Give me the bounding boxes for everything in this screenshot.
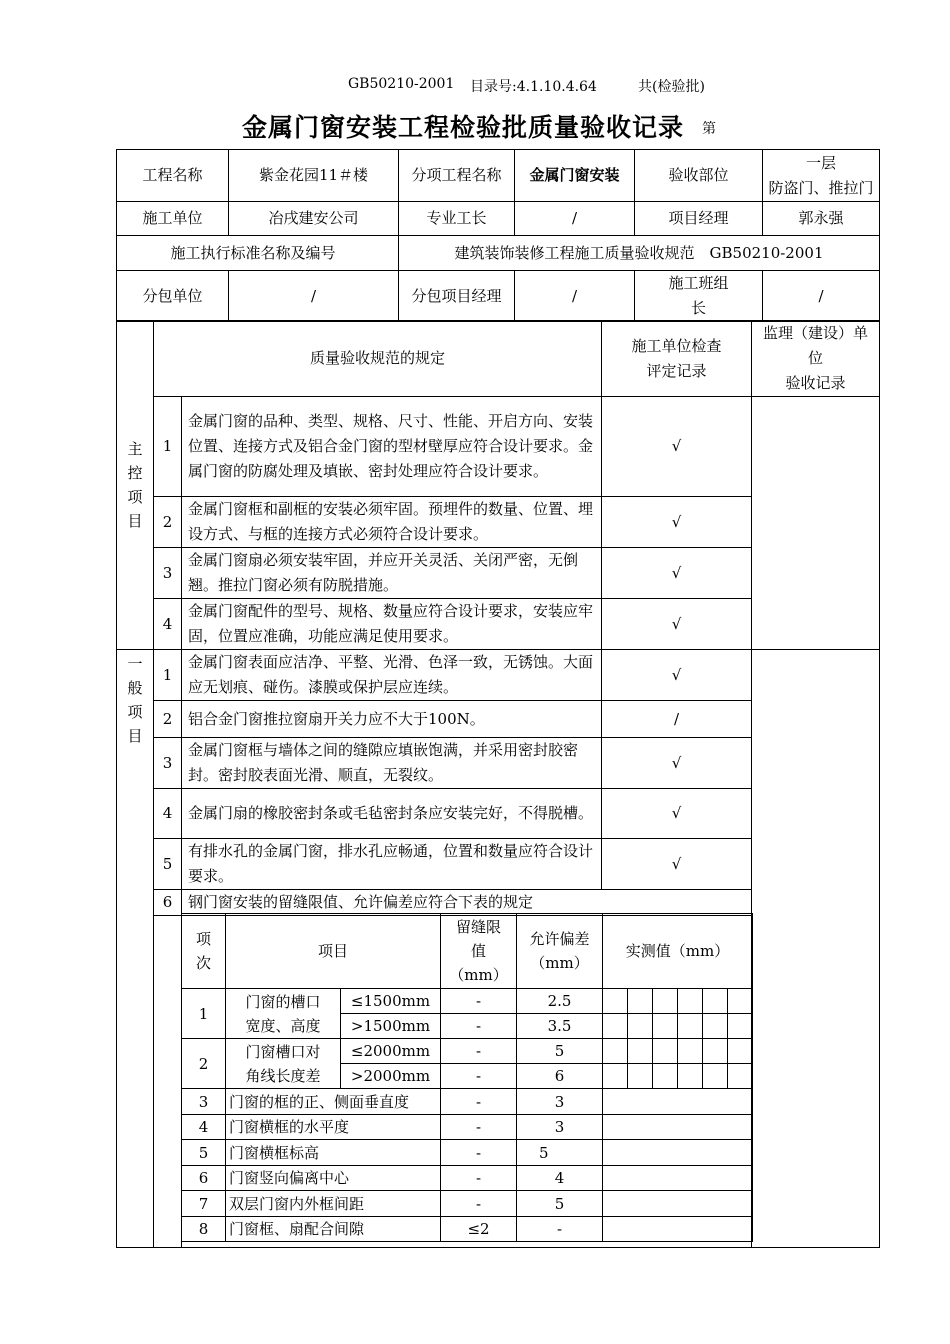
row-deviation: 5 [517, 1191, 603, 1217]
info-table [116, 149, 880, 322]
inspect-part-line1: 一层 [805, 153, 836, 172]
main-item-no: 1 [154, 397, 182, 497]
sub-unit-label: 分包单位 [117, 271, 229, 322]
sub-project-label: 分项工程名称 [399, 150, 515, 202]
main-item-text: 金属门窗配件的型号、规格、数量应符合设计要求，安装应牢固，位置应准确，功能应满足使用要求。 [182, 599, 602, 650]
general-item-no: 3 [154, 738, 182, 789]
row-deviation: 3.5 [517, 1014, 603, 1039]
row-deviation: 3 [517, 1089, 603, 1115]
row-item: 门窗槽口对 角线长度差 [226, 1039, 341, 1089]
row-no: 2 [182, 1039, 226, 1089]
general-item-text: 有排水孔的金属门窗，排水孔应畅通，位置和数量应符合设计要求。 [182, 839, 602, 890]
general-item-no: 5 [154, 839, 182, 890]
row-item: 门窗横框的水平度 [226, 1115, 441, 1140]
standard-code: GB50210-2001 [348, 76, 455, 92]
general-item-check: √ [602, 650, 752, 701]
foreman-value: / [515, 202, 635, 236]
main-item-text: 金属门窗框和副框的安装必须牢固。预埋件的数量、位置、埋设方式、与框的连接方式必须符合设计要求。 [182, 497, 602, 548]
general-items-label: 一 般 项 目 [117, 650, 154, 1248]
general-item-no: 1 [154, 650, 182, 701]
row-gap: - [441, 1089, 517, 1115]
row-gap: - [441, 1191, 517, 1217]
row-gap: - [441, 1115, 517, 1140]
general-item-text: 金属门扇的橡胶密封条或毛毡密封条应安装完好，不得脱槽。 [182, 789, 602, 839]
col-item: 项目 [226, 914, 441, 989]
standard-label: 施工执行标准名称及编号 [117, 236, 399, 271]
general-item-no: 4 [154, 789, 182, 839]
batch-total: 共(检验批) [638, 79, 705, 95]
main-control-label: 主 控 项 目 [117, 321, 154, 650]
col-gap-limit: 留缝限 值 （mm） [441, 914, 517, 989]
sub-unit-value: / [229, 271, 399, 322]
foreman-label: 专业工长 [399, 202, 515, 236]
sub-pm-label: 分包项目经理 [399, 271, 515, 322]
row-item: 门窗横框标高 [226, 1140, 441, 1166]
row-condition: ≤1500mm [341, 989, 441, 1014]
team-leader-label-1: 施工班组 [668, 274, 729, 292]
general-item-check: √ [602, 839, 752, 890]
construction-unit-label: 施工单位 [117, 202, 229, 236]
general-supervisor-record [752, 650, 880, 1248]
team-leader-label-2: 长 [690, 299, 706, 317]
row-gap: - [441, 1140, 517, 1166]
row-deviation: 4 [517, 1166, 603, 1191]
row-condition: >1500mm [341, 1014, 441, 1039]
team-leader-value: / [763, 271, 880, 322]
row-item: 门窗框、扇配合间隙 [226, 1217, 441, 1242]
inspect-part-value [763, 150, 880, 202]
main-item-no: 4 [154, 599, 182, 650]
pm-label: 项目经理 [635, 202, 763, 236]
main-supervisor-record [752, 397, 880, 650]
team-leader-label [635, 271, 763, 322]
catalog-number: 目录号:4.1.10.4.64 [470, 79, 597, 95]
row-no: 6 [182, 1166, 226, 1191]
main-item-text: 金属门窗的品种、类型、规格、尺寸、性能、开启方向、安装位置、连接方式及铝合金门窗的型材壁厚应符合设计要求。金属门窗的防腐处理及填嵌、密封处理应符合设计要求。 [182, 397, 602, 497]
inspect-part-line2: 防盗门、推拉门 [768, 178, 874, 197]
row-condition: >2000mm [341, 1064, 441, 1089]
main-item-no: 3 [154, 548, 182, 599]
row-no: 1 [182, 989, 226, 1039]
general-item-text: 金属门窗表面应洁净、平整、光滑、色泽一致，无锈蚀。大面应无划痕、碰伤。漆膜或保护层应连续。 [182, 650, 602, 701]
row-deviation: 5 [517, 1039, 603, 1064]
sub-pm-value: / [515, 271, 635, 322]
sub-table-spacer [154, 916, 182, 1248]
general-item-no: 2 [154, 701, 182, 738]
row-item: 门窗的槽口 宽度、高度 [226, 989, 341, 1039]
row-condition: ≤2000mm [341, 1039, 441, 1064]
spec-header: 质量验收规范的规定 [154, 321, 602, 397]
page-number-prefix: 第 [702, 121, 716, 137]
general-item-no: 6 [154, 890, 182, 916]
pm-value: 郭永强 [763, 202, 880, 236]
main-item-text: 金属门窗扇必须安装牢固，并应开关灵活、关闭严密，无倒翘。推拉门窗必须有防脱措施。 [182, 548, 602, 599]
deviation-table [181, 913, 753, 1242]
general-item-check: √ [602, 738, 752, 789]
main-item-no: 2 [154, 497, 182, 548]
row-no: 3 [182, 1089, 226, 1115]
main-item-check: √ [602, 497, 752, 548]
row-no: 7 [182, 1191, 226, 1217]
row-deviation: 5 [517, 1140, 603, 1166]
main-item-check: √ [602, 599, 752, 650]
row-deviation: 3 [517, 1115, 603, 1140]
construction-unit-value: 冶戌建安公司 [229, 202, 399, 236]
title-block [0, 108, 950, 144]
row-gap: - [441, 1039, 517, 1064]
row-item: 门窗竖向偏离中心 [226, 1166, 441, 1191]
row-gap: - [441, 1064, 517, 1089]
col-measured: 实测值（mm） [603, 914, 753, 989]
row-no: 8 [182, 1217, 226, 1242]
standard-value: 建筑装饰装修工程施工质量验收规范 GB50210-2001 [399, 236, 880, 271]
row-no: 4 [182, 1115, 226, 1140]
general-item-text: 铝合金门窗推拉窗扇开关力应不大于100N。 [182, 701, 602, 738]
row-deviation: - [517, 1217, 603, 1242]
project-name-value: 紫金花园11＃楼 [229, 150, 399, 202]
row-gap: ≤2 [441, 1217, 517, 1242]
check-record-header: 施工单位检查 评定记录 [602, 321, 752, 397]
col-item-no: 项 次 [182, 914, 226, 989]
row-gap: - [441, 1014, 517, 1039]
row-no: 5 [182, 1140, 226, 1166]
inspect-part-label: 验收部位 [635, 150, 763, 202]
general-item-text: 金属门窗框与墙体之间的缝隙应填嵌饱满，并采用密封胶密封。密封胶表面光滑、顺直，无裂纹。 [182, 738, 602, 789]
main-item-check: √ [602, 548, 752, 599]
row-deviation: 2.5 [517, 989, 603, 1014]
general-item-text: 钢门窗安装的留缝限值、允许偏差应符合下表的规定 [182, 890, 752, 916]
row-deviation: 6 [517, 1064, 603, 1089]
row-gap: - [441, 989, 517, 1014]
sub-project-value: 金属门窗安装 [515, 150, 635, 202]
row-item: 双层门窗内外框间距 [226, 1191, 441, 1217]
general-item-check: √ [602, 789, 752, 839]
row-gap: - [441, 1166, 517, 1191]
main-item-check: √ [602, 397, 752, 497]
page-title: 金属门窗安装工程检验批质量验收记录 [242, 113, 685, 142]
row-item: 门窗的框的正、侧面垂直度 [226, 1089, 441, 1115]
project-name-label: 工程名称 [117, 150, 229, 202]
col-deviation: 允许偏差 （mm） [517, 914, 603, 989]
general-item-check: / [602, 701, 752, 738]
supervisor-header: 监理（建设）单 位 验收记录 [752, 321, 880, 397]
